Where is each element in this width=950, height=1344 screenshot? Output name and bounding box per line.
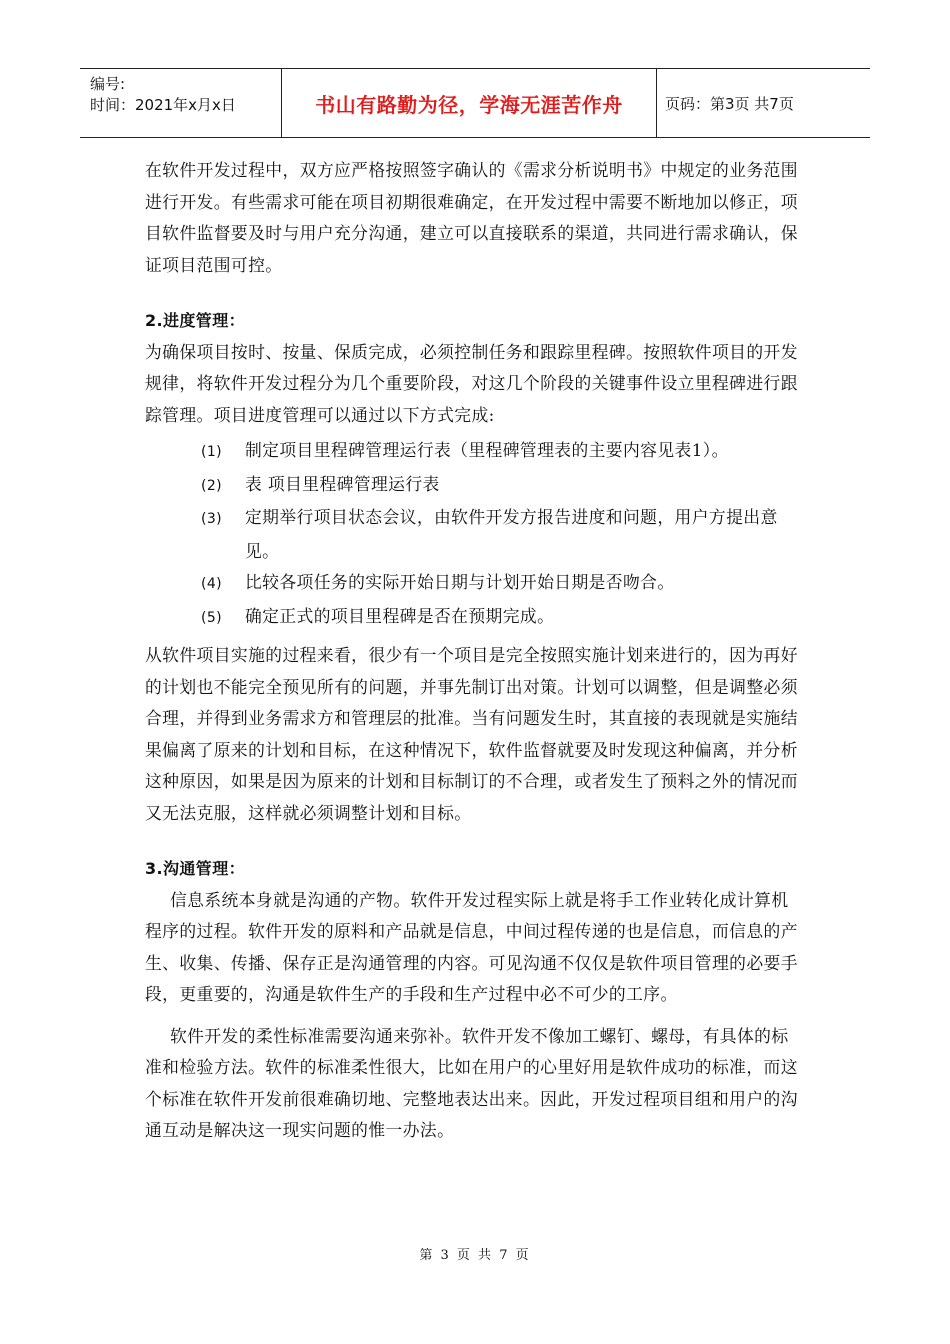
paragraph-communication-2: 软件开发的柔性标准需要沟通来弥补。软件开发不像加工螺钉、螺母，有具体的标准和检验方法。软件的标准柔性很大，比如在用户的心里好用是软件成功的标准，而这个标准在软件开发前很难确切地、完整地表达出来。因此，开发过程项目组和用户的沟通互动是解决这一现实问题的惟一办法。 [145, 1025, 798, 1140]
document-time-label: 时间：2021年x月x日 [90, 96, 236, 114]
paragraph-schedule-intro: 为确保项目按时、按量、保质完成，必须控制任务和跟踪里程碑。按照软件项目的开发规律，将软件开发过程分为几个重要阶段，对这几个阶段的关键事件设立里程碑进行跟踪管理。项目进度管理可以通过以下方式完成: [145, 341, 798, 425]
paragraph-scope: 在软件开发过程中，双方应严格按照签字确认的《需求分析说明书》中规定的业务范围进行开发。有些需求可能在项目初期很难确定，在开发过程中需要不断地加以修正，项目软件监督要及时与用户充分沟通，建立可以直接联系的渠道，共同进行需求确认，保证项目范围可控。 [145, 160, 798, 275]
section-heading-schedule: 2.进度管理： [145, 311, 246, 330]
list-item [145, 567, 805, 601]
paragraph-schedule-deviation: 从软件项目实施的过程来看，很少有一个项目是完全按照实施计划来进行的，因为再好的计划也不能完全预见所有的问题，并事先制订出对策。计划可以调整，但是调整必须合理，并得到业务需求方和管理层的批准。当有问题发生时，其直接的表现就是实施结果偏离了原来的计划和目标，在这种情况下，软件监督就要及时发现这种偏离，并分析这种原因，如果是因为原来的计划和目标制订的不合理，或者发生了预料之外的情况而又无法克服，这样就必须调整计划和目标。 [145, 645, 798, 823]
list-item-text: 表 项目里程碑管理运行表 [245, 473, 440, 494]
document-number-label: 编号: [90, 75, 126, 93]
section-heading-communication: 3.沟通管理： [145, 859, 246, 878]
page-header [80, 68, 870, 138]
list-item-text: 制定项目里程碑管理运行表（里程碑管理表的主要内容见表1）。 [245, 440, 729, 460]
header-meta-cell [80, 69, 282, 137]
document-body [145, 155, 805, 1147]
list-item [145, 435, 805, 469]
list-item-text: 比较各项任务的实际开始日期与计划开始日期是否吻合。 [245, 572, 675, 592]
header-motto: 书山有路勤为径，学海无涯苦作舟 [282, 69, 657, 137]
header-page-label: 页码：第3页 共7页 [665, 94, 794, 113]
list-item-number: (3) [201, 511, 223, 527]
list-item-number: (1) [201, 444, 223, 460]
list-item-text: 确定正式的项目里程碑是否在预期完成。 [245, 605, 555, 626]
list-item-text: 定期举行项目状态会议，由软件开发方报告进度和问题，用户方提出意见。 [245, 507, 778, 561]
list-item-number: (4) [201, 576, 223, 592]
list-item [145, 502, 805, 567]
list-item-number: (2) [201, 477, 223, 494]
page-footer: 第 3 页 共 7 页 [419, 1248, 531, 1263]
list-item-number: (5) [201, 609, 223, 626]
paragraph-communication-1: 信息系统本身就是沟通的产物。软件开发过程实际上就是将手工作业转化成计算机程序的过程。软件开发的原料和产品就是信息，中间过程传递的也是信息，而信息的产生、收集、传播、保存正是沟通管理的内容。可见沟通不仅仅是软件项目管理的必要手段，更重要的，沟通是软件生产的手段和生产过程中必不可少的工序。 [145, 889, 798, 1004]
list-item [145, 469, 805, 503]
list-item [145, 601, 805, 635]
schedule-step-list [145, 435, 805, 634]
